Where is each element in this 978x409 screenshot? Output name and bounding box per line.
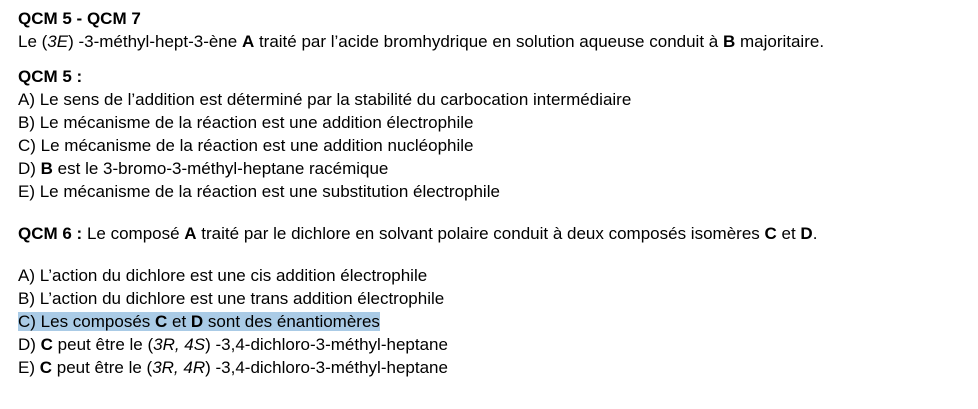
intro-statement xyxy=(18,30,968,53)
option-text: D) xyxy=(18,159,41,178)
compound-label: C xyxy=(39,358,53,377)
compound-label: B xyxy=(722,32,736,51)
option-text: peut être le ( xyxy=(52,335,154,354)
qcm6-option-e xyxy=(18,356,968,379)
intro-text: Le ( xyxy=(18,32,48,51)
intro-text: traité par l’acide bromhydrique en solution aqueuse conduit à xyxy=(254,32,723,51)
intro-stereo: 3E xyxy=(47,32,69,51)
compound-label: C xyxy=(764,224,777,243)
statement-text: Le composé xyxy=(82,224,185,243)
compound-label: A xyxy=(184,224,197,243)
compound-label: C xyxy=(155,312,168,331)
qcm6-option-b: B) L’action du dichlore est une trans addition électrophile xyxy=(18,289,445,308)
section-title: QCM 5 - QCM 7 xyxy=(18,9,141,28)
qcm6-option-a: A) L’action du dichlore est une cis addition électrophile xyxy=(18,266,428,285)
intro-text: majoritaire. xyxy=(735,32,825,51)
option-text: ) -3,4-dichloro-3-méthyl-heptane xyxy=(205,335,448,354)
qcm6-statement xyxy=(18,222,968,245)
qcm5-title: QCM 5 : xyxy=(18,67,83,86)
compound-label: A xyxy=(241,32,255,51)
qcm6-title: QCM 6 : xyxy=(18,224,83,243)
qcm5-option-e: E) Le mécanisme de la réaction est une substitution électrophile xyxy=(18,182,500,201)
compound-label: D xyxy=(190,312,204,331)
stereo-descriptor: 3R, 4S xyxy=(153,335,206,354)
qcm5-option-c: C) Le mécanisme de la réaction est une addition nucléophile xyxy=(18,136,474,155)
statement-text: traité par le dichlore en solvant polaire conduit à deux composés isomères xyxy=(196,224,765,243)
option-text: D) xyxy=(18,335,41,354)
compound-label: D xyxy=(800,224,813,243)
option-text: et xyxy=(167,312,191,331)
option-text: peut être le ( xyxy=(52,358,153,377)
intro-text: ) -3-méthyl-hept-3-ène xyxy=(68,32,242,51)
statement-text: et xyxy=(776,224,801,243)
qcm5-option-a: A) Le sens de l’addition est déterminé par la stabilité du carbocation intermédiaire xyxy=(18,90,632,109)
qcm5-option-b: B) Le mécanisme de la réaction est une addition électrophile xyxy=(18,113,474,132)
option-text: sont des énantiomères xyxy=(203,312,380,331)
option-text: E) xyxy=(18,358,40,377)
qcm6-option-d xyxy=(18,333,968,356)
option-text: ) -3,4-dichloro-3-méthyl-heptane xyxy=(205,358,448,377)
highlighted-selection xyxy=(18,312,380,331)
compound-label: B xyxy=(40,159,53,178)
document-page xyxy=(18,7,968,379)
qcm5-option-d xyxy=(18,157,968,180)
option-text: C) Les composés xyxy=(18,312,155,331)
qcm6-option-c xyxy=(18,310,968,333)
option-text: est le 3-bromo-3-méthyl-heptane racémique xyxy=(52,159,389,178)
compound-label: C xyxy=(40,335,53,354)
statement-text: . xyxy=(812,224,818,243)
stereo-descriptor: 3R, 4R xyxy=(152,358,206,377)
